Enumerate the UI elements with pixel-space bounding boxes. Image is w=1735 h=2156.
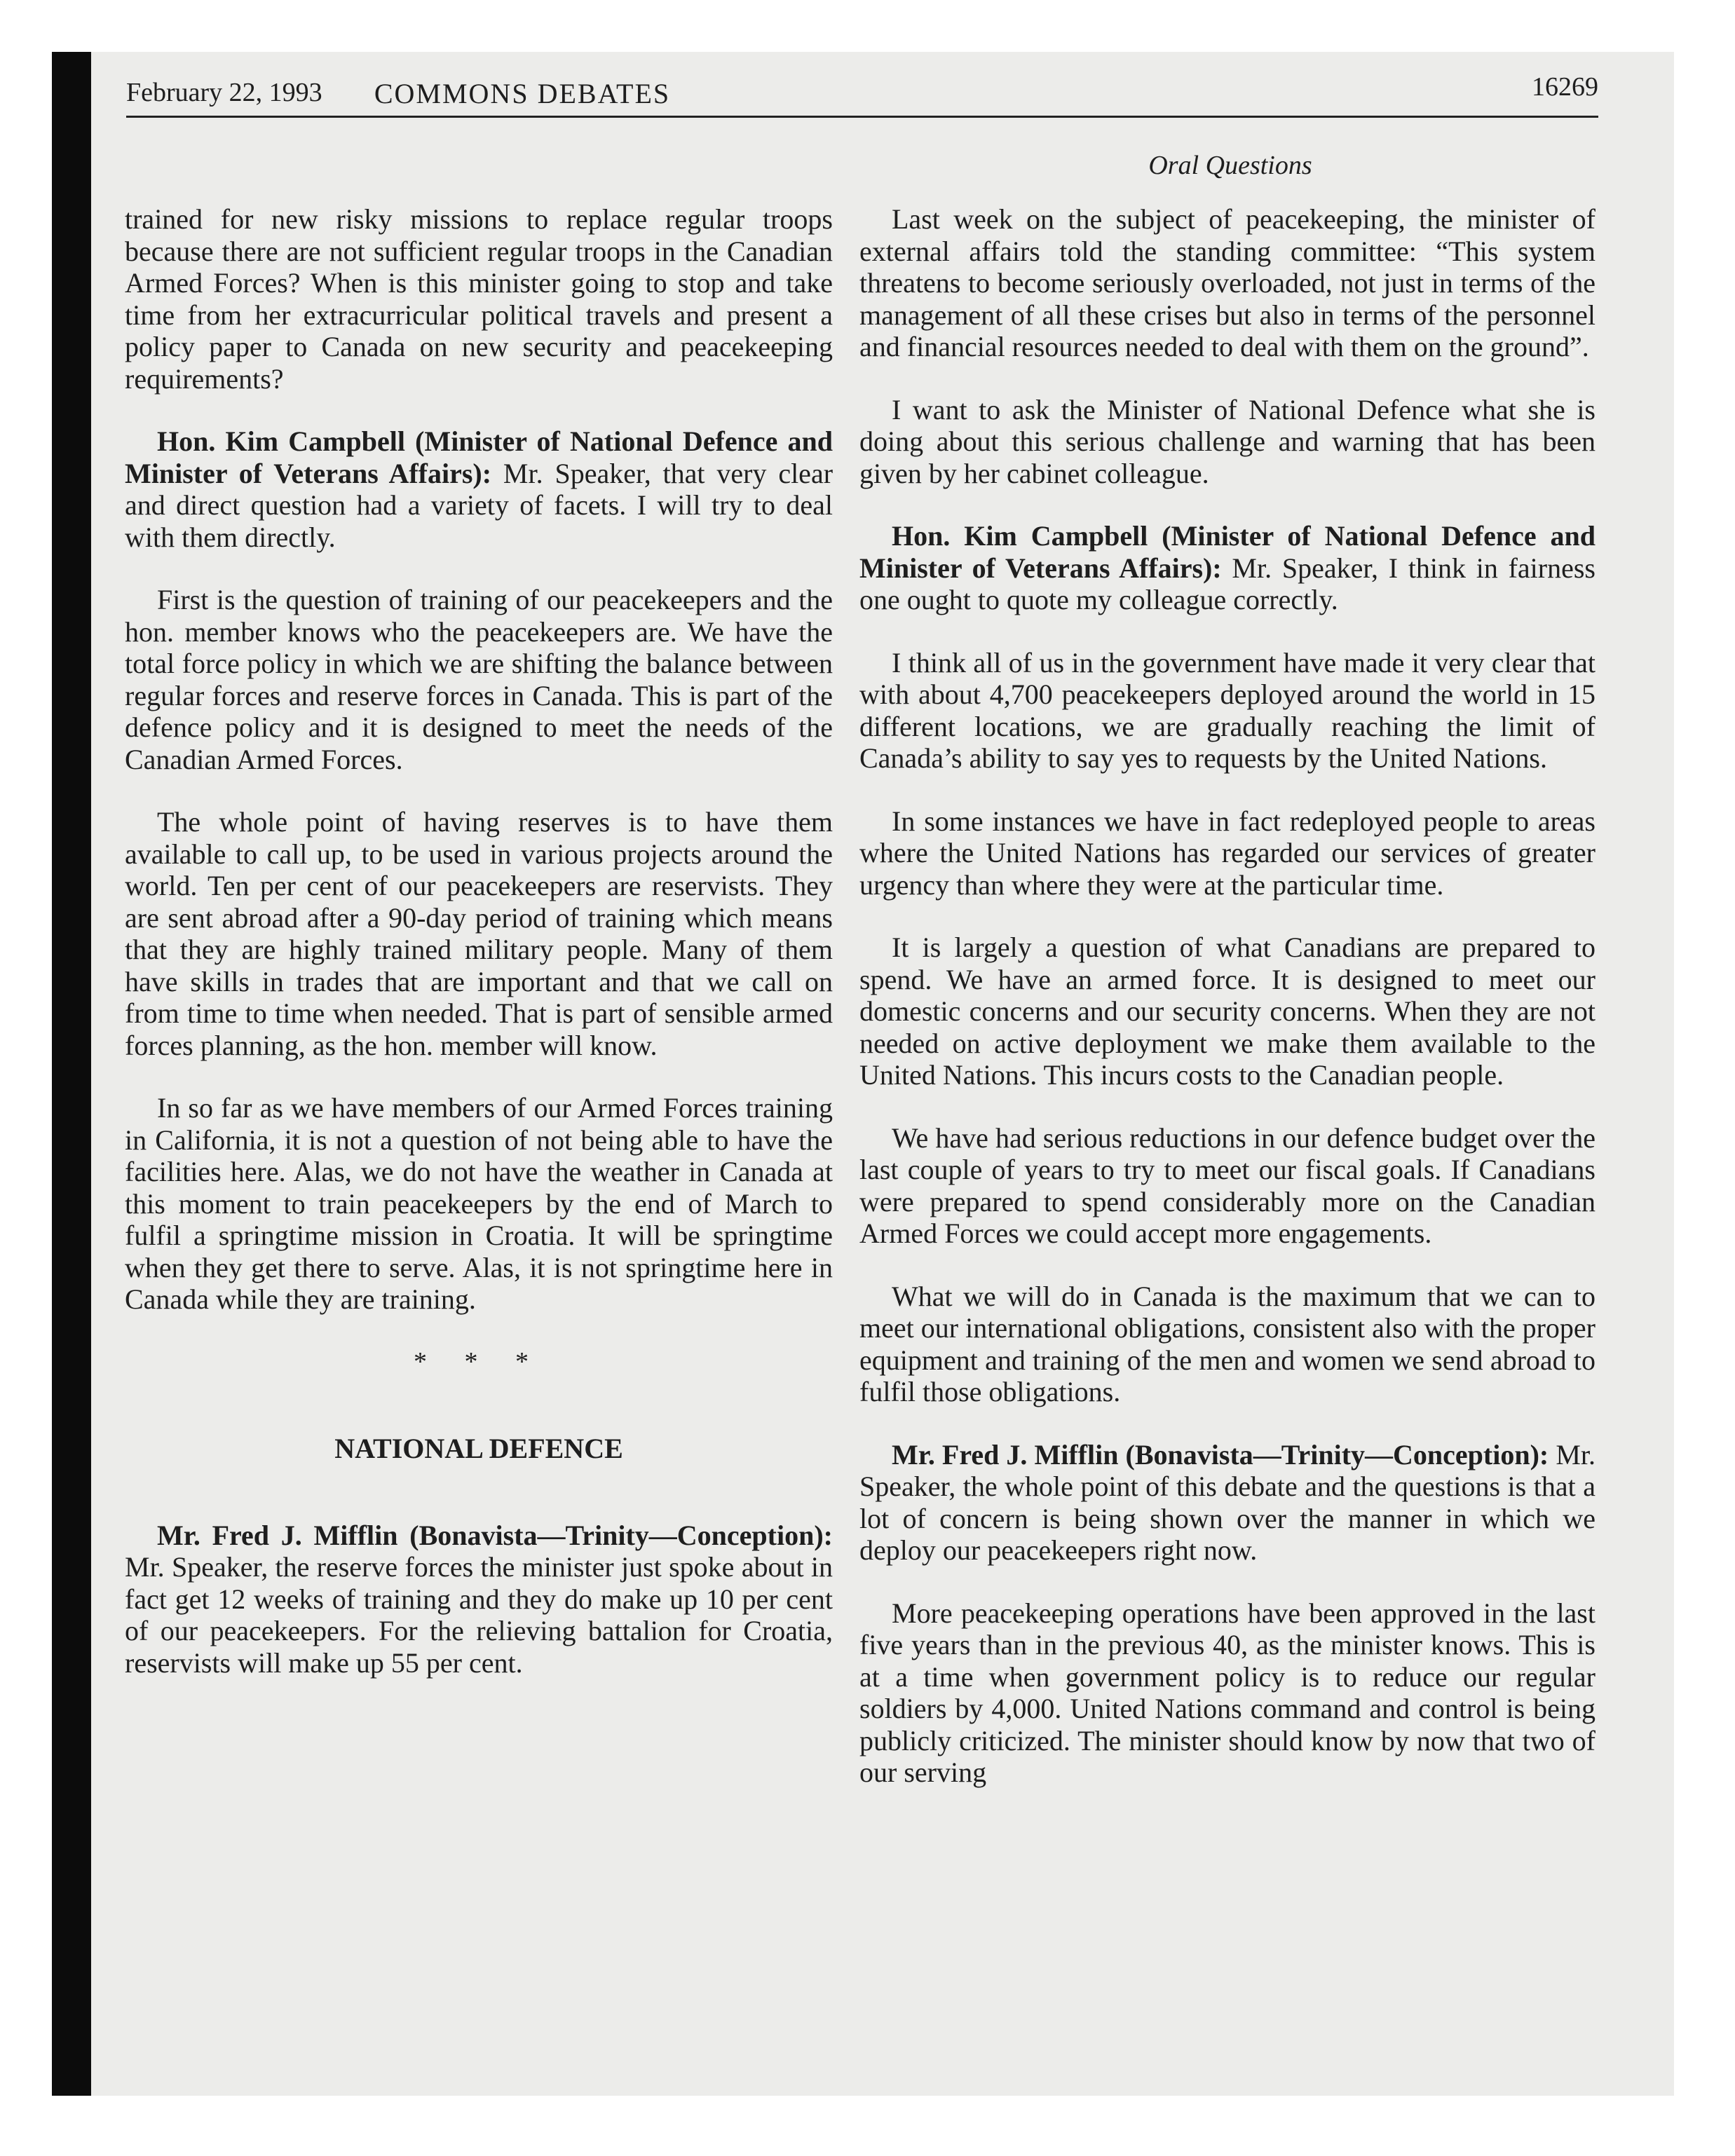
paragraph: What we will do in Canada is the maximum that we can to meet our international obligations, consistent also with the proper equipment and training of the men and women we send abroad to fulfil those obligations. xyxy=(859,1280,1595,1407)
section-label: Oral Questions xyxy=(1148,151,1312,180)
speech-text: Mr. Speaker, I think in fairness one ought to quote my colleague correctly. xyxy=(859,552,1596,615)
speech-paragraph xyxy=(859,1439,1595,1567)
paragraph: In some instances we have in fact redeployed people to areas where the United Nations has regarded our services of greater urgency than where they were at the particular time. xyxy=(859,805,1595,901)
speaker-name: Hon. Kim Campbell (Minister of National Defence and Minister of Veterans Affairs): xyxy=(125,425,833,489)
header-rule xyxy=(126,116,1598,118)
paragraph: More peacekeeping operations have been approved in the last five years than in the previous 40, as the minister knows. This is at a time when government policy is to reduce our regular soldiers by 4,000. United Nations command and control is being publicly criticized. The minister should know by now that two of our serving xyxy=(859,1597,1595,1788)
speech-paragraph xyxy=(125,1520,833,1679)
speech-paragraph xyxy=(859,520,1595,616)
paragraph: I think all of us in the government have made it very clear that with about 4,700 peacekeepers deployed around the world in 15 different locations, we are gradually reaching the limit of Canada’s ability to say yes to requests by the United Nations. xyxy=(859,646,1595,774)
speech-text: Mr. Speaker, the reserve forces the minister just spoke about in fact get 12 weeks of training and they do make up 10 per cent of our peacekeepers. For the relieving battalion for Croatia, reservists will make up 55 per cent. xyxy=(125,1551,833,1679)
section-break: * * * xyxy=(414,1346,544,1377)
speech-text: Mr. Speaker, that very clear and direct question had a variety of facets. I will try to deal with them directly. xyxy=(125,457,834,553)
speaker-name: Mr. Fred J. Mifflin (Bonavista—Trinity—Conception): xyxy=(892,1438,1549,1471)
header-title: COMMONS DEBATES xyxy=(374,78,671,109)
running-header xyxy=(126,72,1598,119)
paragraph: The whole point of having reserves is to have them available to call up, to be used in various projects around the world. Ten per cent of our peacekeepers are reservists. They are sent abroad after a 90-day period of training which means that they are highly trained military people. Many of them have skills in trades that are important and that we call on from time to time when needed. That is part of sensible armed forces planning, as the hon. member will know. xyxy=(125,806,833,1061)
paragraph: We have had serious reductions in our defence budget over the last couple of years to try to meet our fiscal goals. If Canadians were prepared to spend considerably more on the Canadian Armed Forces we could accept more engagements. xyxy=(859,1121,1595,1249)
page-number: 16269 xyxy=(1532,72,1598,102)
section-heading: NATIONAL DEFENCE xyxy=(334,1433,623,1464)
paragraph: It is largely a question of what Canadians are prepared to spend. We have an armed force. It is designed to meet our domestic concerns and our security concerns. When they are not needed on active deployment we make them available to the United Nations. This incurs costs to the Canadian people. xyxy=(859,932,1595,1091)
header-date: February 22, 1993 xyxy=(126,78,322,107)
paragraph: I want to ask the Minister of National Defence what she is doing about this serious challenge and warning that has been given by her cabinet colleague. xyxy=(859,393,1595,489)
speech-text: Mr. Speaker, the whole point of this debate and the questions is that a lot of concern is being shown over the manner in which we deploy our peacekeepers right now. xyxy=(859,1438,1595,1566)
paragraph: trained for new risky missions to replace regular troops because there are not sufficient regular troops in the Canadian Armed Forces? When is this minister going to stop and take time from her extracurricular political travels and present a policy paper to Canada on new security and peacekeeping requirements? xyxy=(125,203,833,395)
paragraph: First is the question of training of our peacekeepers and the hon. member knows who the peacekeepers are. We have the total force policy in which we are shifting the balance between regular forces and reserve forces in Canada. This is part of the defence policy and it is designed to meet the needs of the Canadian Armed Forces. xyxy=(125,584,833,775)
right-column xyxy=(859,203,1595,1820)
left-column xyxy=(125,203,833,1710)
speaker-name: Hon. Kim Campbell (Minister of National Defence and Minister of Veterans Affairs): xyxy=(859,520,1595,584)
paragraph: Last week on the subject of peacekeeping, the minister of external affairs told the standing committee: “This system threatens to become seriously overloaded, not just in terms of the management of all these crises but also in terms of the personnel and financial resources needed to deal with them on the ground”. xyxy=(859,203,1595,362)
speech-paragraph xyxy=(125,425,833,553)
paragraph: In so far as we have members of our Armed Forces training in California, it is not a question of not being able to have the facilities here. Alas, we do not have the weather in Canada at this moment to train peacekeepers by the end of March to fulfil a springtime mission in Croatia. It will be springtime when they get there to serve. Alas, it is not springtime here in Canada while they are training. xyxy=(125,1092,833,1315)
speaker-name: Mr. Fred J. Mifflin (Bonavista—Trinity—Conception): xyxy=(157,1519,833,1551)
binding-edge xyxy=(52,52,91,2096)
